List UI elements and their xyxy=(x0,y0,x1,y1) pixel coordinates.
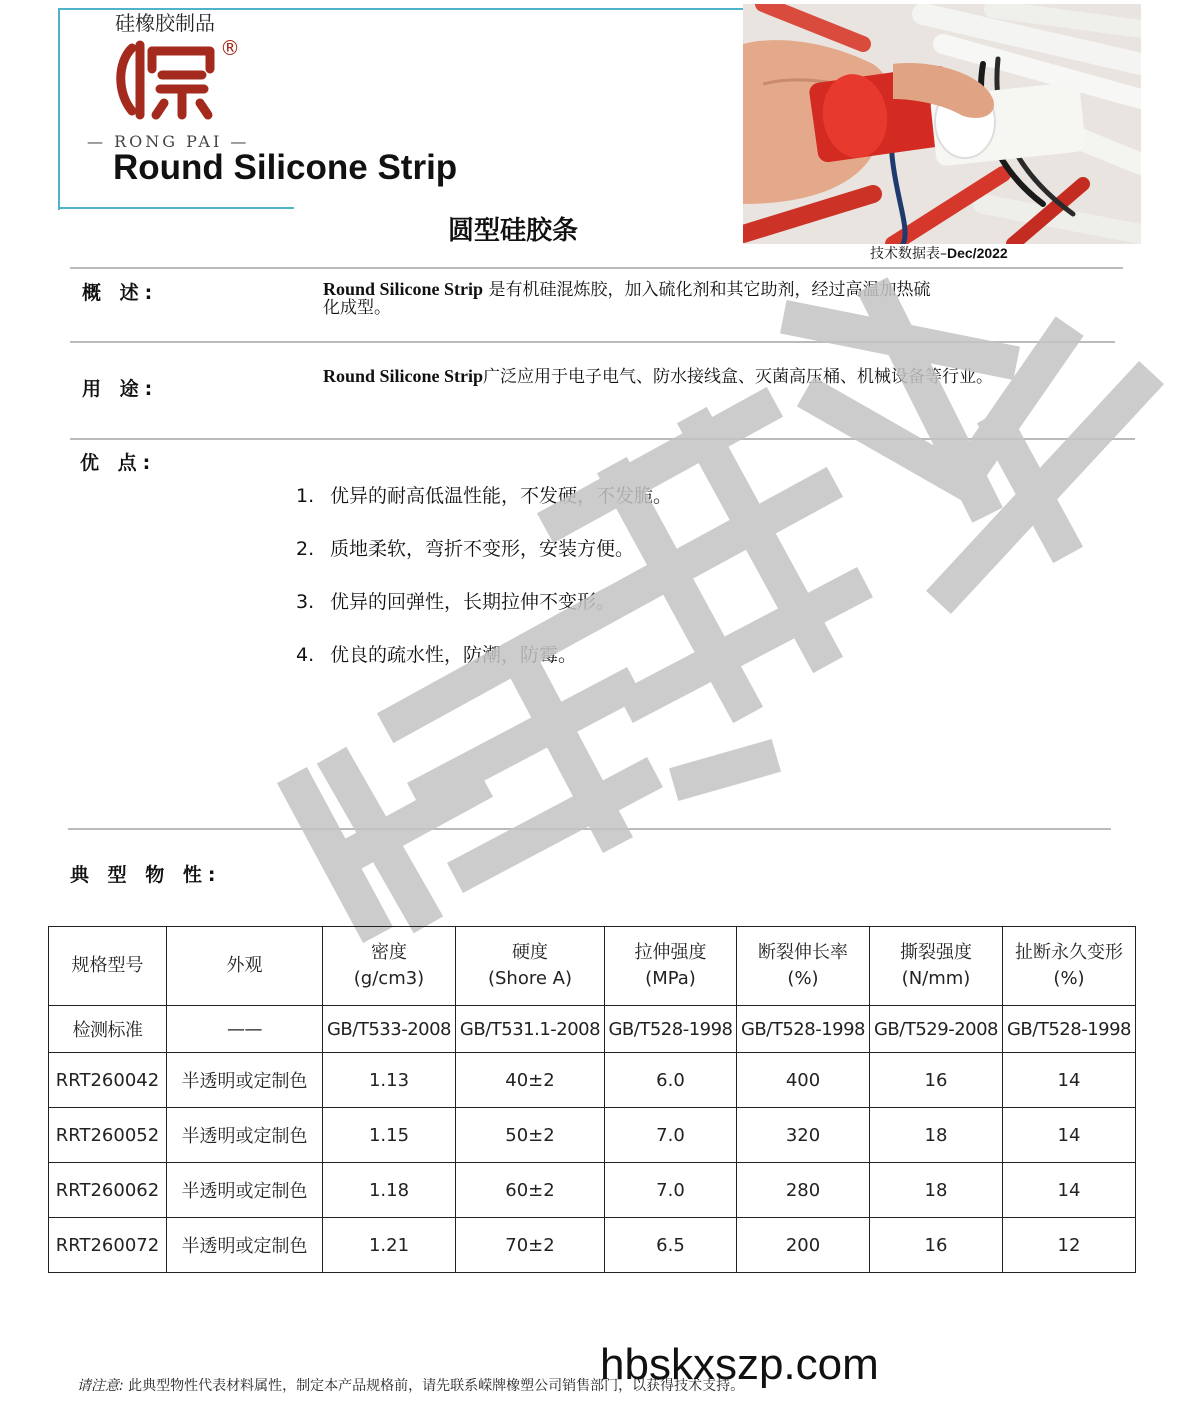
product-title-english: Round Silicone Strip xyxy=(113,148,458,187)
brand-chinese-name: 硅橡胶制品 xyxy=(115,11,215,35)
divider xyxy=(70,341,1115,343)
table-header-cell: 密度 (g/cm3) xyxy=(323,927,456,1006)
usage-label: 用 途: xyxy=(82,378,159,400)
table-cell: RRT260042 xyxy=(49,1053,167,1108)
header-frame-underline xyxy=(58,207,294,209)
table-row xyxy=(49,1218,1136,1273)
table-cell: GB/T528-1998 xyxy=(1003,1006,1136,1053)
table-header-cell: 扯断永久变形 (%) xyxy=(1003,927,1136,1006)
overview-label: 概 述: xyxy=(82,282,159,304)
table-cell: 半透明或定制色 xyxy=(167,1218,323,1273)
table-header-cell: 撕裂强度 (N/mm) xyxy=(870,927,1003,1006)
registered-mark: ® xyxy=(220,36,240,60)
table-cell: 6.0 xyxy=(605,1053,737,1108)
overview-text: Round Silicone Strip 是有机硅混炼胶，加入硫化剂和其它助剂，经过高温加热硫 化成型。 xyxy=(323,279,931,318)
table-cell: 50±2 xyxy=(456,1108,605,1163)
table-header-cell: 断裂伸长率 (%) xyxy=(737,927,870,1006)
table-cell: 1.21 xyxy=(323,1218,456,1273)
table-header-cell: 规格型号 xyxy=(49,927,167,1006)
table-cell: RRT260052 xyxy=(49,1108,167,1163)
table-header-cell: 外观 xyxy=(167,927,323,1006)
table-cell: 14 xyxy=(1003,1163,1136,1218)
table-cell: 40±2 xyxy=(456,1053,605,1108)
table-cell: 280 xyxy=(737,1163,870,1218)
table-cell: 1.13 xyxy=(323,1053,456,1108)
divider xyxy=(70,267,1123,269)
advantages-label: 优 点: xyxy=(80,452,157,474)
table-cell: 14 xyxy=(1003,1053,1136,1108)
table-cell: GB/T529-2008 xyxy=(870,1006,1003,1053)
table-cell: —— xyxy=(167,1006,323,1053)
typical-properties-label: 典 型 物 性: xyxy=(70,864,222,886)
table-cell: 检测标准 xyxy=(49,1006,167,1053)
table-cell: 半透明或定制色 xyxy=(167,1163,323,1218)
table-header-row xyxy=(49,927,1136,1006)
table-cell: 14 xyxy=(1003,1108,1136,1163)
advantage-item: 4. 优良的疏水性，防潮，防霉。 xyxy=(296,644,578,666)
rongpai-logo xyxy=(112,33,242,123)
table-cell: RRT260072 xyxy=(49,1218,167,1273)
table-cell: 18 xyxy=(870,1108,1003,1163)
table-cell: 16 xyxy=(870,1218,1003,1273)
table-cell: 半透明或定制色 xyxy=(167,1108,323,1163)
advantage-item: 2. 质地柔软，弯折不变形，安装方便。 xyxy=(296,538,635,560)
properties-table xyxy=(48,926,1136,1273)
table-cell: RRT260062 xyxy=(49,1163,167,1218)
table-cell: GB/T533-2008 xyxy=(323,1006,456,1053)
divider xyxy=(70,438,1135,440)
datasheet-date: Dec/2022 xyxy=(947,245,1008,261)
usage-text: Round Silicone Strip广泛应用于电子电气、防水接线盒、灭菌高压桶、机械设备等行业。 xyxy=(323,366,994,387)
table-standards-row xyxy=(49,1006,1136,1053)
product-photo xyxy=(743,4,1141,244)
table-cell: 320 xyxy=(737,1108,870,1163)
table-cell: 200 xyxy=(737,1218,870,1273)
table-header-cell: 硬度 (Shore A) xyxy=(456,927,605,1006)
table-row xyxy=(49,1053,1136,1108)
table-cell: 12 xyxy=(1003,1218,1136,1273)
table-cell: 60±2 xyxy=(456,1163,605,1218)
table-cell: 1.15 xyxy=(323,1108,456,1163)
table-cell: 18 xyxy=(870,1163,1003,1218)
advantage-item: 3. 优异的回弹性，长期拉伸不变形。 xyxy=(296,591,616,613)
product-title-chinese: 圆型硅胶条 xyxy=(448,216,579,246)
datasheet-label: 技术数据表–Dec/2022 xyxy=(870,245,1008,262)
table-cell: 半透明或定制色 xyxy=(167,1053,323,1108)
brand-english-name: — RONG PAI — xyxy=(87,132,250,151)
table-cell: GB/T528-1998 xyxy=(737,1006,870,1053)
divider xyxy=(68,828,1111,830)
table-row xyxy=(49,1163,1136,1218)
advantage-item: 1. 优异的耐高低温性能，不发硬，不发脆。 xyxy=(296,485,673,507)
website-watermark[interactable]: hbskxszp.com xyxy=(600,1340,879,1389)
footer-note: 请注意: 此典型物性代表材料属性，制定本产品规格前，请先联系嵘牌橡塑公司销售部门，以获得技术支持。 xyxy=(77,1378,745,1394)
table-cell: GB/T531.1-2008 xyxy=(456,1006,605,1053)
table-cell: 16 xyxy=(870,1053,1003,1108)
table-cell: GB/T528-1998 xyxy=(605,1006,737,1053)
table-row xyxy=(49,1108,1136,1163)
table-cell: 70±2 xyxy=(456,1218,605,1273)
table-cell: 7.0 xyxy=(605,1163,737,1218)
table-cell: 400 xyxy=(737,1053,870,1108)
table-cell: 7.0 xyxy=(605,1108,737,1163)
table-cell: 1.18 xyxy=(323,1163,456,1218)
table-header-cell: 拉伸强度 (MPa) xyxy=(605,927,737,1006)
table-cell: 6.5 xyxy=(605,1218,737,1273)
